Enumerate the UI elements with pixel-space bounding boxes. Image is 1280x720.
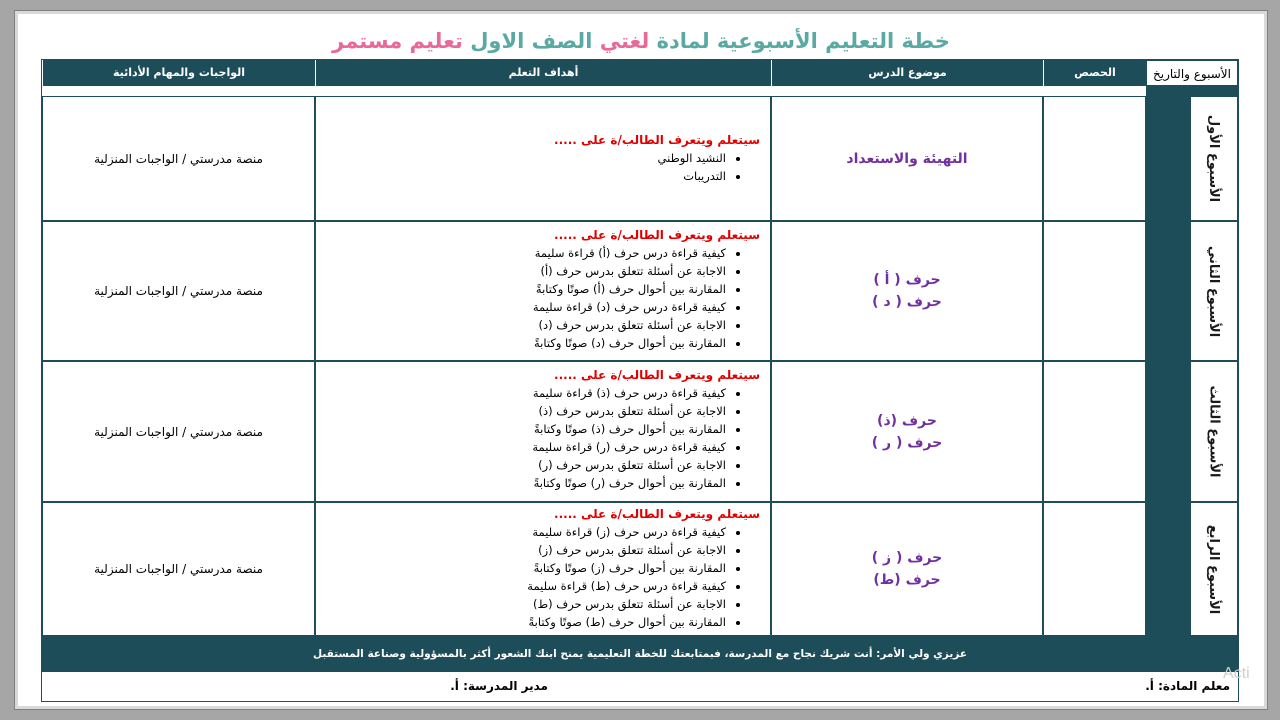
teacher-signature: معلم المادة: أ. xyxy=(1145,679,1230,693)
topic-line: حرف (ذ) xyxy=(877,412,937,429)
periods-cell-3 xyxy=(1043,361,1146,502)
goals-title: سيتعلم ويتعرف الطالب/ة على ..... xyxy=(554,368,760,382)
goals-cell-3 xyxy=(315,361,771,502)
parent-message-band xyxy=(42,636,1238,672)
topic-line: حرف ( ز ) xyxy=(871,550,943,566)
periods-cell-2 xyxy=(1043,221,1146,361)
week-label-3: الأسبوع الثالث xyxy=(1190,361,1238,502)
goal-item: • الاجابة عن أسئلة تتعلق بدرس حرف (ط) xyxy=(316,595,726,613)
topic-cell-1 xyxy=(771,96,1043,221)
topic-line: حرف ( د ) xyxy=(872,294,942,310)
goal-item: • الاجابة عن أسئلة تتعلق بدرس حرف (ز) xyxy=(316,541,726,559)
topic-cell-4 xyxy=(771,502,1043,636)
goals-cell-4 xyxy=(315,502,771,636)
topic-line: حرف (ط) xyxy=(873,572,941,588)
periods-cell-4 xyxy=(1043,502,1146,636)
goals-cell-1 xyxy=(315,96,771,221)
goal-item: • كيفية قراءة درس حرف (د) قراءة سليمة xyxy=(316,298,726,316)
goal-item: • كيفية قراءة درس حرف (ط) قراءة سليمة xyxy=(316,577,726,595)
tasks-cell-4: منصة مدرستي / الواجبات المنزلية xyxy=(42,502,315,636)
week-label-2: الأسبوع الثاني xyxy=(1190,221,1238,361)
goal-item: • المقارنة بين أحوال حرف (أ) صوتًا وكتابةً xyxy=(316,280,726,298)
header-topic: موضوع الدرس xyxy=(771,60,1043,86)
goals-title: سيتعلم ويتعرف الطالب/ة على ..... xyxy=(554,507,760,521)
page-frame xyxy=(14,10,1268,710)
header-goals: أهداف التعلم xyxy=(315,60,771,86)
goals-title: سيتعلم ويتعرف الطالب/ة على ..... xyxy=(554,133,760,147)
goals-list xyxy=(316,523,760,631)
goal-item: • الاجابة عن أسئلة تتعلق بدرس حرف (أ) xyxy=(316,262,726,280)
goal-item: • التدريبات xyxy=(316,167,726,185)
goals-list xyxy=(316,244,760,352)
topic-line: حرف ( ر ) xyxy=(871,434,943,451)
goals-list xyxy=(316,384,760,492)
title-part-4: تعليم مستمر xyxy=(332,29,471,53)
week-date-strip xyxy=(1146,86,1191,636)
title-part-1: خطة التعليم الأسبوعية لمادة xyxy=(649,29,950,53)
goals-title: سيتعلم ويتعرف الطالب/ة على ..... xyxy=(554,228,760,242)
goal-item: • المقارنة بين أحوال حرف (ط) صوتًا وكتابةً xyxy=(316,613,726,631)
tasks-cell-2: منصة مدرستي / الواجبات المنزلية xyxy=(42,221,315,361)
goal-item: • النشيد الوطني xyxy=(316,149,726,167)
topic-cell-3 xyxy=(771,361,1043,502)
goal-item: • المقارنة بين أحوال حرف (د) صوتًا وكتابةً xyxy=(316,334,726,352)
week-label-1: الأسبوع الأول xyxy=(1190,96,1238,221)
periods-cell-1 xyxy=(1043,96,1146,221)
parent-message: عزيزي ولي الأمر: أنت شريك نجاح مع المدرسة، فبمتابعتك للخطة التعليمية يمنح ابنك الشعور أكثر بالمسؤولية وصناعة المستقبل xyxy=(313,648,967,660)
goals-list xyxy=(316,149,760,185)
tasks-cell-3: منصة مدرستي / الواجبات المنزلية xyxy=(42,361,315,502)
goal-item: • كيفية قراءة درس حرف (أ) قراءة سليمة xyxy=(316,244,726,262)
header-periods: الحصص xyxy=(1043,60,1146,86)
activation-watermark: Acti xyxy=(1223,665,1250,682)
signature-row xyxy=(42,672,1238,701)
goals-cell-2 xyxy=(315,221,771,361)
weekly-plan-table xyxy=(41,59,1239,702)
goal-item: • المقارنة بين أحوال حرف (ز) صوتًا وكتابةً xyxy=(316,559,726,577)
tasks-cell-1: منصة مدرستي / الواجبات المنزلية xyxy=(42,96,315,221)
goal-item: • كيفية قراءة درس حرف (ر) قراءة سليمة xyxy=(316,438,726,456)
topic-line: حرف ( أ ) xyxy=(873,272,941,288)
goal-item: • كيفية قراءة درس حرف (ذ) قراءة سليمة xyxy=(316,384,726,402)
principal-signature: مدير المدرسة: أ. xyxy=(450,679,548,693)
goal-item: • المقارنة بين أحوال حرف (ر) صوتًا وكتابةً xyxy=(316,474,726,492)
header-week: الأسبوع والتاريخ xyxy=(1146,60,1238,86)
header-tasks: الواجبات والمهام الأدائية xyxy=(42,60,315,86)
goal-item: • الاجابة عن أسئلة تتعلق بدرس حرف (د) xyxy=(316,316,726,334)
week-label-4: الأسبوع الرابع xyxy=(1190,502,1238,636)
goal-item: • الاجابة عن أسئلة تتعلق بدرس حرف (ذ) xyxy=(316,402,726,420)
page-title xyxy=(15,29,1267,53)
title-part-3: الصف الاول xyxy=(470,29,600,53)
goal-item: • كيفية قراءة درس حرف (ز) قراءة سليمة xyxy=(316,523,726,541)
goal-item: • الاجابة عن أسئلة تتعلق بدرس حرف (ر) xyxy=(316,456,726,474)
topic-cell-2 xyxy=(771,221,1043,361)
goal-item: • المقارنة بين أحوال حرف (ذ) صوتًا وكتابةً xyxy=(316,420,726,438)
topic-line: التهيئة والاستعداد xyxy=(846,150,968,167)
title-part-2: لغتي xyxy=(599,29,650,53)
